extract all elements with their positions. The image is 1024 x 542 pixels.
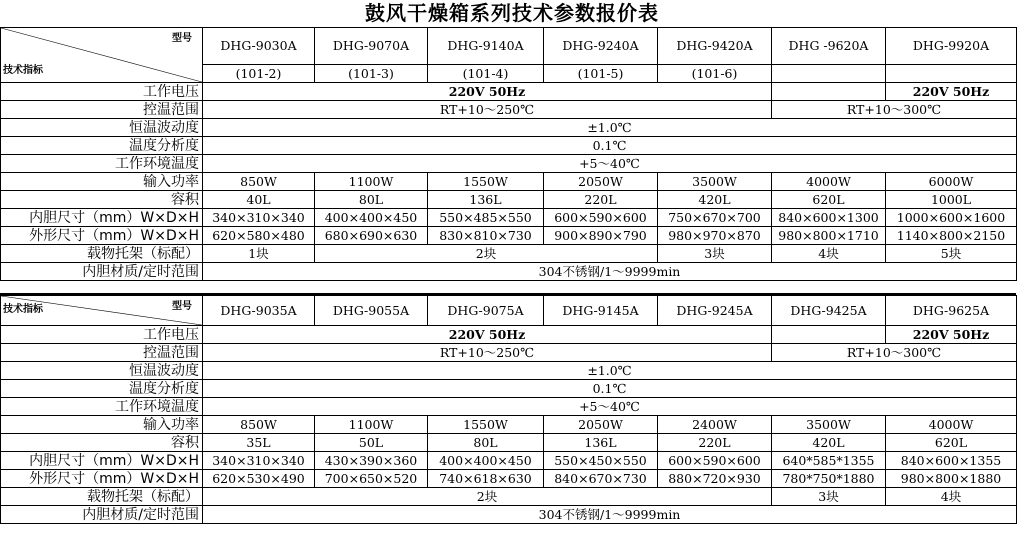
- power-cell: 1550W: [428, 173, 544, 191]
- model-cell: DHG-9070A: [315, 28, 428, 65]
- power-cell: 2050W: [544, 416, 658, 434]
- material-row: [1, 506, 1017, 524]
- env-value: +5～40℃: [203, 155, 1017, 173]
- inner-size-cell: 600×590×600: [544, 209, 658, 227]
- resolution-value: 0.1℃: [203, 380, 1017, 398]
- power-row: [1, 173, 1017, 191]
- row-label: 内胆尺寸（mm）W×D×H: [1, 209, 203, 227]
- model-cell: DHG-9075A: [428, 296, 544, 326]
- inner-size-cell: 840×600×1355: [886, 452, 1017, 470]
- model-cell: DHG-9145A: [544, 296, 658, 326]
- volume-cell: 220L: [658, 434, 772, 452]
- inner-size-cell: 1000×600×1600: [886, 209, 1017, 227]
- volume-cell: 50L: [315, 434, 428, 452]
- volume-cell: 80L: [428, 434, 544, 452]
- power-cell: 2400W: [658, 416, 772, 434]
- power-cell: 850W: [203, 173, 315, 191]
- env-row: [1, 155, 1017, 173]
- outer-size-cell: 840×670×730: [544, 470, 658, 488]
- outer-size-cell: 900×890×790: [544, 227, 658, 245]
- row-label: 输入功率: [1, 416, 203, 434]
- material-value: 304不锈钢/1～9999min: [203, 506, 1017, 524]
- model-cell: DHG-9245A: [658, 296, 772, 326]
- subcode-cell: (101-2): [203, 65, 315, 83]
- power-cell: 1550W: [428, 416, 544, 434]
- fluct-value: ±1.0℃: [203, 362, 1017, 380]
- material-row: [1, 263, 1017, 281]
- resolution-row: [1, 137, 1017, 155]
- row-label: 外形尺寸（mm）W×D×H: [1, 227, 203, 245]
- temp-range-value: RT+10～300℃: [772, 344, 1017, 362]
- resolution-value: 0.1℃: [203, 137, 1017, 155]
- power-cell: 4000W: [772, 173, 886, 191]
- shelf-cell: 4块: [772, 245, 886, 263]
- power-cell: 4000W: [886, 416, 1017, 434]
- page-title: 鼓风干燥箱系列技术参数报价表: [365, 1, 659, 25]
- subcode-cell: (101-4): [428, 65, 544, 83]
- power-cell: 6000W: [886, 173, 1017, 191]
- voltage-row: [1, 326, 1017, 344]
- outer-size-cell: 1140×800×2150: [886, 227, 1017, 245]
- inner-size-cell: 550×485×550: [428, 209, 544, 227]
- model-cell: DHG-9030A: [203, 28, 315, 65]
- corner-model-label: 型号: [172, 301, 192, 312]
- row-label: 容积: [1, 191, 203, 209]
- row-label: 载物托架（标配）: [1, 245, 203, 263]
- outer-size-cell: 880×720×930: [658, 470, 772, 488]
- model-cell: DHG-9240A: [544, 28, 658, 65]
- temp-range-row: [1, 101, 1017, 119]
- row-label: 工作环境温度: [1, 155, 203, 173]
- spec-table-1: [0, 27, 1017, 281]
- shelf-cell: 5块: [886, 245, 1017, 263]
- outer-size-cell: 620×580×480: [203, 227, 315, 245]
- header-row: [1, 296, 1017, 326]
- corner-cell: [1, 28, 203, 83]
- fluct-row: [1, 119, 1017, 137]
- outer-size-cell: 620×530×490: [203, 470, 315, 488]
- voltage-value: 220V 50Hz: [886, 83, 1017, 101]
- shelf-cell: 4块: [886, 488, 1017, 506]
- row-label: 容积: [1, 434, 203, 452]
- empty-cell: [772, 326, 886, 344]
- row-label: 工作电压: [1, 326, 203, 344]
- model-cell: DHG-9035A: [203, 296, 315, 326]
- subcode-cell: (101-5): [544, 65, 658, 83]
- volume-cell: 136L: [428, 191, 544, 209]
- inner-size-cell: 430×390×360: [315, 452, 428, 470]
- volume-cell: 420L: [772, 434, 886, 452]
- row-label: 工作电压: [1, 83, 203, 101]
- inner-size-cell: 340×310×340: [203, 452, 315, 470]
- row-label: 内胆材质/定时范围: [1, 263, 203, 281]
- material-value: 304不锈钢/1～9999min: [203, 263, 1017, 281]
- model-cell: DHG-9420A: [658, 28, 772, 65]
- subcode-cell: [886, 65, 1017, 83]
- outer-size-row: [1, 470, 1017, 488]
- header-row: [1, 28, 1017, 65]
- subcode-cell: (101-6): [658, 65, 772, 83]
- power-cell: 850W: [203, 416, 315, 434]
- corner-cell: [1, 296, 203, 326]
- shelf-cell: 2块: [203, 488, 772, 506]
- volume-cell: 1000L: [886, 191, 1017, 209]
- row-label: 内胆材质/定时范围: [1, 506, 203, 524]
- shelf-cell: 1块: [203, 245, 315, 263]
- row-label: 温度分析度: [1, 137, 203, 155]
- inner-size-cell: 600×590×600: [658, 452, 772, 470]
- env-row: [1, 398, 1017, 416]
- temp-range-value: RT+10～250℃: [203, 101, 772, 119]
- spec-table-2: [0, 295, 1017, 524]
- inner-size-cell: 840×600×1300: [772, 209, 886, 227]
- power-cell: 2050W: [544, 173, 658, 191]
- model-cell: DHG-9625A: [886, 296, 1017, 326]
- shelf-cell: 3块: [658, 245, 772, 263]
- volume-cell: 620L: [886, 434, 1017, 452]
- inner-size-cell: 400×400×450: [428, 452, 544, 470]
- fluct-value: ±1.0℃: [203, 119, 1017, 137]
- voltage-row: [1, 83, 1017, 101]
- model-cell: DHG-9140A: [428, 28, 544, 65]
- power-cell: 1100W: [315, 416, 428, 434]
- row-label: 载物托架（标配）: [1, 488, 203, 506]
- row-label: 恒温波动度: [1, 362, 203, 380]
- outer-size-row: [1, 227, 1017, 245]
- voltage-value: 220V 50Hz: [886, 326, 1017, 344]
- outer-size-cell: 980×970×870: [658, 227, 772, 245]
- outer-size-cell: 980×800×1710: [772, 227, 886, 245]
- volume-cell: 40L: [203, 191, 315, 209]
- outer-size-cell: 830×810×730: [428, 227, 544, 245]
- row-label: 温度分析度: [1, 380, 203, 398]
- outer-size-cell: 680×690×630: [315, 227, 428, 245]
- row-label: 工作环境温度: [1, 398, 203, 416]
- empty-cell: [772, 83, 886, 101]
- volume-cell: 35L: [203, 434, 315, 452]
- volume-row: [1, 434, 1017, 452]
- power-cell: 1100W: [315, 173, 428, 191]
- model-cell: DHG-9425A: [772, 296, 886, 326]
- row-label: 输入功率: [1, 173, 203, 191]
- model-cell: DHG-9920A: [886, 28, 1017, 65]
- row-label: 内胆尺寸（mm）W×D×H: [1, 452, 203, 470]
- outer-size-cell: 980×800×1880: [886, 470, 1017, 488]
- volume-cell: 420L: [658, 191, 772, 209]
- outer-size-cell: 700×650×520: [315, 470, 428, 488]
- inner-size-cell: 400×400×450: [315, 209, 428, 227]
- model-cell: DHG -9620A: [772, 28, 886, 65]
- temp-range-value: RT+10～250℃: [203, 344, 772, 362]
- row-label: 控温范围: [1, 101, 203, 119]
- volume-cell: 220L: [544, 191, 658, 209]
- temp-range-value: RT+10～300℃: [772, 101, 1017, 119]
- corner-model-label: 型号: [172, 33, 192, 44]
- fluct-row: [1, 362, 1017, 380]
- row-label: 控温范围: [1, 344, 203, 362]
- voltage-value: 220V 50Hz: [203, 83, 772, 101]
- power-cell: 3500W: [772, 416, 886, 434]
- power-cell: 3500W: [658, 173, 772, 191]
- model-cell: DHG-9055A: [315, 296, 428, 326]
- inner-size-cell: 340×310×340: [203, 209, 315, 227]
- inner-size-cell: 750×670×700: [658, 209, 772, 227]
- shelf-cell: 3块: [772, 488, 886, 506]
- inner-size-row: [1, 209, 1017, 227]
- outer-size-cell: 780*750*1880: [772, 470, 886, 488]
- inner-size-cell: 640*585*1355: [772, 452, 886, 470]
- volume-cell: 80L: [315, 191, 428, 209]
- shelf-row: [1, 488, 1017, 506]
- temp-range-row: [1, 344, 1017, 362]
- subcode-cell: [772, 65, 886, 83]
- row-label: 恒温波动度: [1, 119, 203, 137]
- volume-cell: 136L: [544, 434, 658, 452]
- volume-row: [1, 191, 1017, 209]
- subcode-cell: (101-3): [315, 65, 428, 83]
- resolution-row: [1, 380, 1017, 398]
- shelf-cell: 2块: [315, 245, 658, 263]
- inner-size-cell: 550×450×550: [544, 452, 658, 470]
- volume-cell: 620L: [772, 191, 886, 209]
- corner-spec-label: 技术指标: [3, 304, 43, 315]
- inner-size-row: [1, 452, 1017, 470]
- corner-spec-label: 技术指标: [3, 65, 43, 76]
- outer-size-cell: 740×618×630: [428, 470, 544, 488]
- env-value: +5～40℃: [203, 398, 1017, 416]
- row-label: 外形尺寸（mm）W×D×H: [1, 470, 203, 488]
- power-row: [1, 416, 1017, 434]
- voltage-value: 220V 50Hz: [203, 326, 772, 344]
- shelf-row: [1, 245, 1017, 263]
